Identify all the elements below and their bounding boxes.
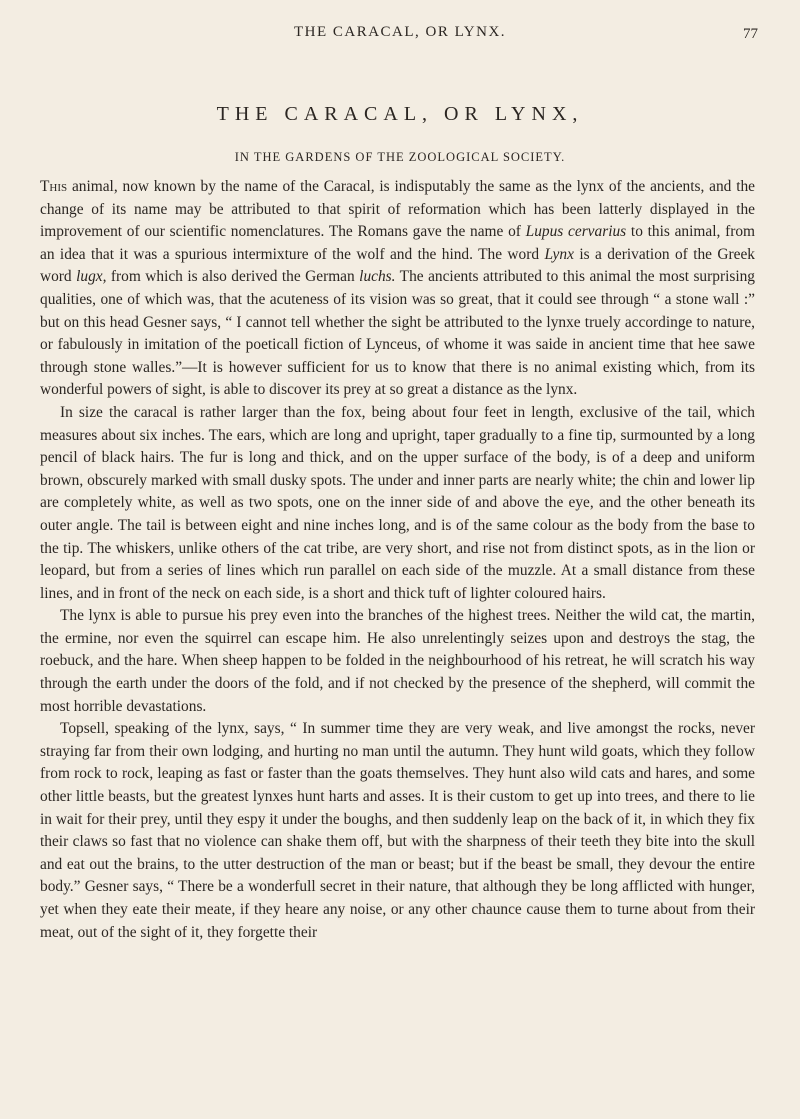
- paragraph: In size the caracal is rather larger than the fox, being about four feet in length, exclusive of the tail, which measures about six inches. The ears, which are long and upright, taper gradually to a fine tip, surmounted by a long pencil of black hairs. The fur is long and thick, and on the upper surface of the body, is of a deep and uniform brown, obscurely marked with small dusky spots. The under and inner parts are nearly white; the chin and lower lip are completely white, as well as two spots, one on the inner side of and above the eye, and the other beneath its outer angle. The tail is between eight and nine inches long, and is of the same colour as the body from the base to the tip. The whiskers, unlike others of the cat tribe, are very short, and rise not from distinct spots, as in the lion or leopard, but from a series of lines which run parallel on each side of the muzzle. At a small distance from these lines, and in front of the neck on each side, is a short and thick tuft of lighter coloured hairs.: [40, 403, 755, 602]
- text-run: is a derivation of the Greek word: [40, 245, 755, 286]
- paragraph: The lynx is able to pursue his prey even into the branches of the highest trees. Neither the wild cat, the martin, the ermine, nor even the squirrel can escape him. He also unrelentingly seizes upon and destroys the stag, the roebuck, and the hare. When sheep happen to be folded in the neighbourhood of his retreat, he will scratch his way through the earth under the doors of the fold, and if not checked by the presence of the shepherd, will commit the most horrible devastations.: [40, 607, 755, 715]
- text-run: The ancients attributed to this animal the most surprising qualities, one of which was, that the acuteness of its vision was so great, that it could see through “ a stone wall :” but on this head Gesner says, “ I cannot tell whether the sight be attributed to the lynxe truely accordinge to nature, or fabulously in imitation of the poeticall fiction of Lynceus, of whome it was saide in ancient time that hee sawe through stone walles.”—It is however sufficient for us to know that there is no animal existing which, from its wonderful powers of sight, is able to discover its prey at so great a distance as the lynx.: [40, 268, 756, 399]
- running-head: THE CARACAL, OR LYNX.: [293, 24, 507, 40]
- italic-term: lugx,: [76, 268, 107, 286]
- article-subtitle: IN THE GARDENS OF THE ZOOLOGICAL SOCIETY.: [234, 150, 566, 164]
- drop-word: This: [40, 178, 68, 195]
- text-run: animal, now known by the name of the Caracal, is indisputably the same as the lynx of the ancients, and the change of its name may be attributed to that spirit of reformation which has been latterly displayed in the improvement of our scientific nomenclatures. The Romans gave the name of: [40, 178, 755, 241]
- article-body: [40, 176, 755, 944]
- italic-term: Lupus cervarius: [525, 223, 627, 241]
- article-title: THE CARACAL, OR LYNX,: [216, 103, 584, 125]
- paragraph: [40, 176, 755, 402]
- text-run: from which is also derived the German: [106, 268, 360, 286]
- page-number: 77: [743, 26, 758, 42]
- italic-term: Lynx: [544, 245, 574, 263]
- paragraph: Topsell, speaking of the lynx, says, “ In summer time they are very weak, and live amongst the rocks, never straying far from their own lodging, and hurting no man until the autumn. They hunt wild goats, which they follow from rock to rock, leaping as fast or faster than the goats themselves. They hunt also wild cats and hares, and some other little beasts, but the greatest lynxes hunt harts and asses. It is their custom to get up into trees, and there to lie in wait for their prey, until they espy it under the boughs, and then suddenly leap on the back of it, in which they fix their claws so fast that no violence can shake them off, but with the sharpness of their teeth they bite into the skull and eat out the brains, to the utter destruction of the man or beast; but if the beast be small, they devour the entire body.” Gesner says, “ There be a wonderfull secret in their nature, that although they be long afflicted with hunger, yet when they eate their meate, if they heare any noise, or any other chaunce cause them to turne about from their meat, out of the sight of it, they forgette their: [40, 720, 755, 941]
- text-run: to this animal, from an idea that it was a spurious intermixture of the wolf and the hind. The word: [40, 223, 755, 263]
- italic-term: luchs.: [359, 268, 396, 286]
